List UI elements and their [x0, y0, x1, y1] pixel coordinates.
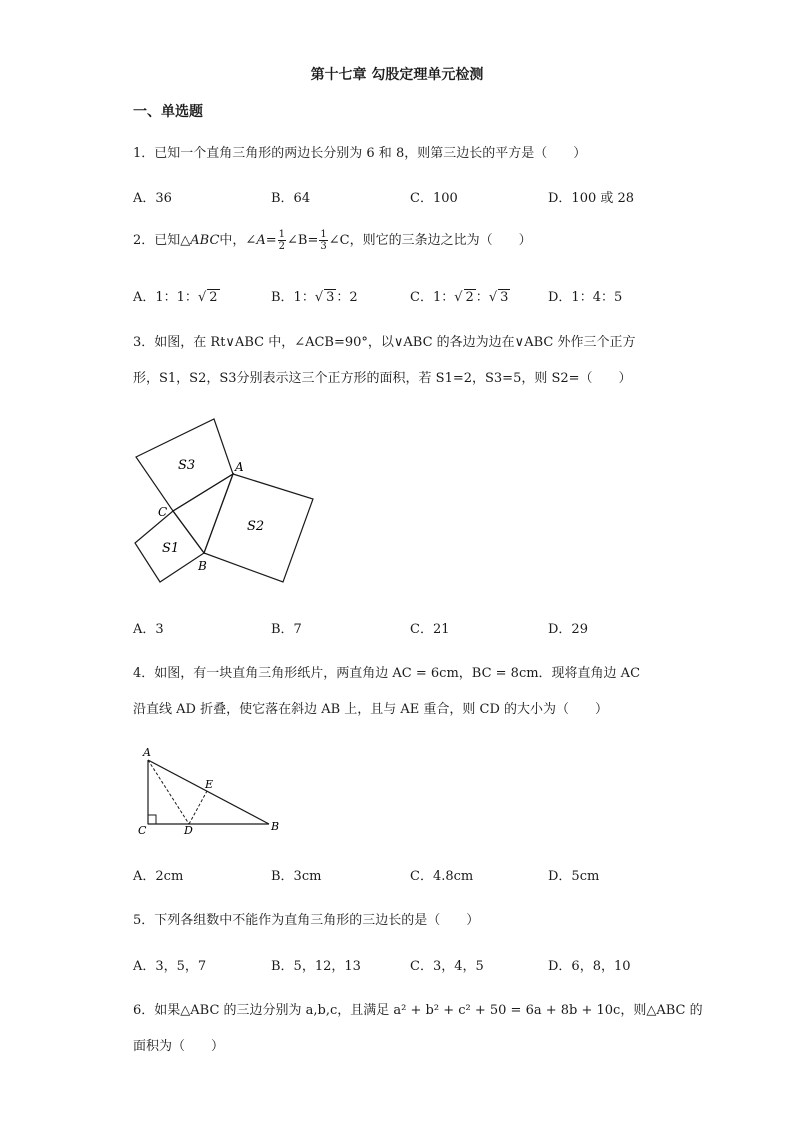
label-vertex-b: B	[271, 820, 280, 833]
question-3-line-1: 3．如图，在 Rt∨ABC 中，∠ACB=90°，以∨ABC 的各边为边在∨ABC 外作三个正方	[133, 335, 636, 350]
q3-squares-figure	[125, 410, 325, 590]
q1-option-b: B．64	[271, 191, 311, 206]
q1-option-d: D．100 或 28	[548, 191, 635, 206]
label-vertex-c: C	[138, 824, 147, 837]
question-2-text: 2．已知△ABC中，∠A= $\frac{1}{2}$ ∠B= $\frac{1}{3}$ ∠C，则它的三条边之比为（ ）	[133, 229, 532, 252]
section-heading: 一、单选题	[133, 104, 203, 120]
label-point-e: E	[205, 778, 214, 791]
q2-option-c: C．1：√ 2 ：√ 3	[410, 290, 509, 305]
label-s3: S3	[178, 458, 196, 473]
q4-fold-triangle-figure	[135, 740, 290, 840]
q4-option-c: C．4.8cm	[410, 869, 474, 884]
question-1-text: 1．已知一个直角三角形的两边长分别为 6 和 8，则第三边长的平方是（ ）	[133, 146, 587, 161]
label-vertex-c: C	[158, 505, 168, 519]
label-s2: S2	[247, 519, 265, 534]
q3-option-a: A．3	[133, 622, 164, 637]
q2-option-d: D．1：4：5	[548, 290, 623, 305]
fraction-one-third: $\frac{1}{3}$	[320, 229, 327, 252]
q4-option-b: B．3cm	[271, 869, 322, 884]
label-point-d: D	[184, 824, 193, 837]
q2-option-b: B．1：√ 3 ：2	[271, 290, 358, 305]
page-title: 第十七章 勾股定理单元检测	[310, 67, 484, 83]
q5-option-d: D．6，8，10	[548, 959, 631, 974]
q4-option-a: A．2cm	[133, 869, 184, 884]
q1-option-a: A．36	[133, 191, 172, 206]
label-s1: S1	[162, 541, 180, 556]
q3-option-c: C．21	[410, 622, 450, 637]
question-6-line-2: 面积为（ ）	[133, 1039, 225, 1054]
label-vertex-a: A	[143, 746, 151, 759]
right-triangle-abc	[173, 474, 233, 553]
q2-option-a: A．1：1：√ 2	[133, 290, 218, 305]
q4-option-d: D．5cm	[548, 869, 600, 884]
right-angle-marker	[148, 815, 156, 824]
question-4-line-2: 沿直线 AD 折叠，使它落在斜边 AB 上，且与 AE 重合，则 CD 的大小为（ ）	[133, 702, 609, 717]
question-4-line-1: 4．如图，有一块直角三角形纸片，两直角边 AC = 6cm，BC = 8cm．现将直角边 AC	[133, 666, 641, 681]
label-vertex-a: A	[235, 460, 244, 474]
q5-option-a: A．3，5，7	[133, 959, 207, 974]
q3-option-b: B．7	[271, 622, 302, 637]
question-5-text: 5．下列各组数中不能作为直角三角形的三边长的是（ ）	[133, 913, 480, 928]
question-6-line-1: 6．如果△ABC 的三边分别为 a,b,c，且满足 a² + b² + c² + 50 = 6a + 8b + 10c，则△ABC 的	[133, 1003, 703, 1018]
q3-option-d: D．29	[548, 622, 588, 637]
fraction-one-half: $\frac{1}{2}$	[278, 229, 285, 252]
q5-option-b: B．5，12，13	[271, 959, 361, 974]
q5-option-c: C．3，4，5	[410, 959, 484, 974]
question-3-line-2: 形，S1，S2，S3分别表示这三个正方形的面积，若 S1=2，S3=5，则 S2=（ ）	[133, 371, 632, 386]
q1-option-c: C．100	[410, 191, 458, 206]
label-vertex-b: B	[198, 559, 207, 573]
